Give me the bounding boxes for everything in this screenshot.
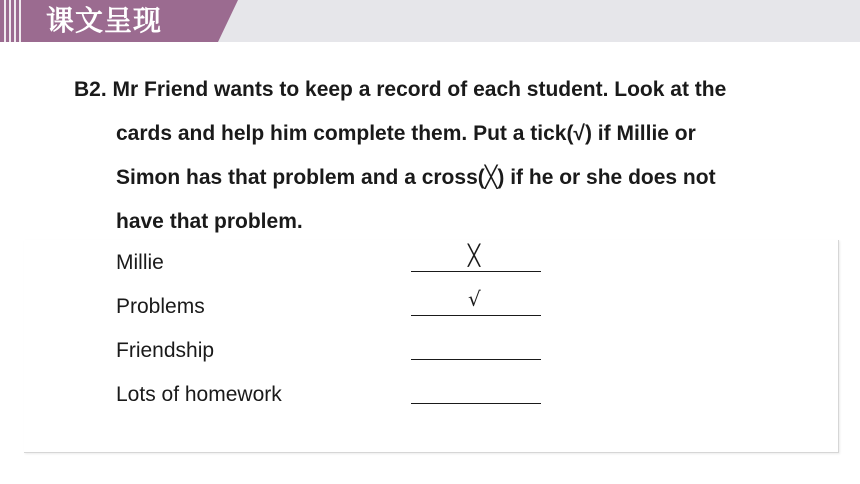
question-line: have that problem. xyxy=(116,210,303,233)
answer-blank[interactable] xyxy=(411,315,541,316)
record-row xyxy=(116,373,556,417)
row-label: Lots of homework xyxy=(116,383,282,406)
question-text xyxy=(74,68,814,244)
answer-blank[interactable] xyxy=(411,271,541,272)
answer-blank[interactable] xyxy=(411,359,541,360)
record-row xyxy=(116,285,556,329)
question-line: B2. Mr Friend wants to keep a record of each student. Look at the xyxy=(74,78,727,101)
cross-mark: ╳ xyxy=(468,243,481,267)
record-row xyxy=(116,329,556,373)
record-row xyxy=(116,241,556,285)
question-line: cards and help him complete them. Put a tick(√) if Millie or xyxy=(116,122,696,145)
answer-blank[interactable] xyxy=(411,403,541,404)
row-label: Millie xyxy=(116,251,164,274)
question-line: Simon has that problem and a cross(╳) if he or she does not xyxy=(116,166,716,189)
record-card xyxy=(116,241,556,417)
row-label: Friendship xyxy=(116,339,215,362)
header-stripes-decoration xyxy=(4,0,21,42)
section-title: 课文呈现 xyxy=(46,4,163,37)
row-label: Problems xyxy=(116,295,205,318)
tick-mark: √ xyxy=(468,287,481,311)
